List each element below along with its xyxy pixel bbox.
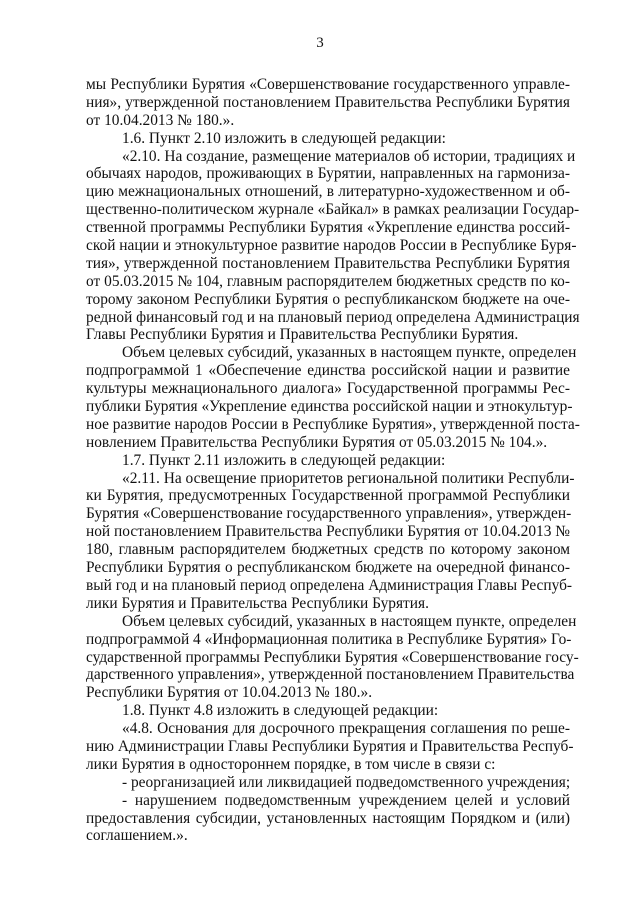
text-line: дарственного управления», утвержденной постановлением Правительства: [86, 666, 575, 684]
text-line: редной финансовый год и на плановый период определена Администрация: [86, 308, 580, 326]
text-line: ния», утвержденной постановлением Правительства Республики Бурятия: [86, 93, 570, 111]
text-line: тия», утвержденной постановлением Правительства Республики Бурятия: [86, 254, 570, 272]
text-line: подпрограммой 4 «Информационная политика в Республике Бурятия» Го-: [86, 630, 572, 648]
text-line: 1.8. Пункт 4.8 изложить в следующей редакции:: [122, 702, 439, 720]
text-line: «2.10. На создание, размещение материалов об истории, традициях и: [122, 147, 576, 165]
text-line: подпрограммой 1 «Обеспечение единства российской нации и развитие: [86, 362, 570, 380]
text-line: цию межнациональных отношений, в литературно-художественном и об-: [86, 183, 570, 201]
text-line: «4.8. Основания для досрочного прекращения соглашения по реше-: [122, 720, 570, 738]
page-number: 3: [316, 35, 324, 51]
text-line: культуры межнационального диалога» Государственной программы Рес-: [86, 380, 570, 398]
text-line: лики Бурятия и Правительства Республики Бурятия.: [86, 594, 429, 612]
text-line: Бурятия «Совершенствование государственного управления», утвержден-: [86, 505, 572, 523]
text-line: Объем целевых субсидий, указанных в настоящем пункте, определен: [122, 612, 577, 630]
text-line: мы Республики Бурятия «Совершенствование государственного управле-: [86, 76, 570, 93]
text-line: ное развитие народов России в Республике Бурятия», утвержденной поста-: [86, 415, 580, 433]
text-line: ской нации и этнокультурное развитие народов России в Республике Буря-: [86, 237, 577, 255]
text-line: торому законом Республики Бурятия о республиканском бюджете на оче-: [86, 290, 570, 308]
text-line: 180, главным распорядителем бюджетных средств по которому законом: [86, 541, 570, 559]
text-line: от 10.04.2013 № 180.».: [86, 111, 235, 129]
text-line: сударственной программы Республики Бурятия «Совершенствование госу-: [86, 648, 579, 666]
text-line: - реорганизацией или ликвидацией подведомственного учреждения;: [122, 773, 571, 791]
text-line: «2.11. На освещение приоритетов региональной политики Республи-: [122, 469, 575, 487]
text-line: ки Бурятия, предусмотренных Государственной программой Республики: [86, 487, 570, 505]
text-line: соглашением.».: [86, 827, 188, 845]
document-body: [86, 76, 580, 845]
text-line: от 05.03.2015 № 104, главным распорядителем бюджетных средств по ко-: [86, 272, 570, 290]
text-line: новлением Правительства Республики Бурятия от 05.03.2015 № 104.».: [86, 433, 548, 451]
text-line: нию Администрации Главы Республики Бурятия и Правительства Респуб-: [86, 737, 574, 755]
text-line: предоставления субсидии, установленных настоящим Порядком и (или): [86, 809, 570, 827]
text-line: Объем целевых субсидий, указанных в настоящем пункте, определен: [122, 344, 577, 362]
text-line: - нарушением подведомственным учреждением целей и условий: [122, 791, 570, 809]
text-line: щественно-политическом журнале «Байкал» в рамках реализации Государ-: [86, 201, 580, 219]
text-line: Республики Бурятия от 10.04.2013 № 180.».: [86, 684, 373, 702]
text-line: Главы Республики Бурятия и Правительства Республики Бурятия.: [86, 326, 519, 344]
text-line: Республики Бурятия о республиканском бюджете на очередной финансо-: [86, 559, 570, 577]
text-line: ной постановлением Правительства Республики Бурятия от 10.04.2013 №: [86, 523, 570, 541]
text-line: 1.7. Пункт 2.11 изложить в следующей редакции:: [122, 451, 446, 469]
text-line: ственной программы Республики Бурятия «Укрепление единства россий-: [86, 219, 570, 237]
text-line: лики Бурятия в одностороннем порядке, в том числе в связи с:: [86, 755, 496, 773]
text-line: обычаях народов, проживающих в Бурятии, направленных на гармониза-: [86, 165, 570, 183]
text-line: вый год и на плановый период определена Администрация Главы Респуб-: [86, 576, 573, 594]
text-line: публики Бурятия «Укрепление единства российской нации и этнокультур-: [86, 398, 573, 416]
text-line: 1.6. Пункт 2.10 изложить в следующей редакции:: [122, 129, 446, 147]
